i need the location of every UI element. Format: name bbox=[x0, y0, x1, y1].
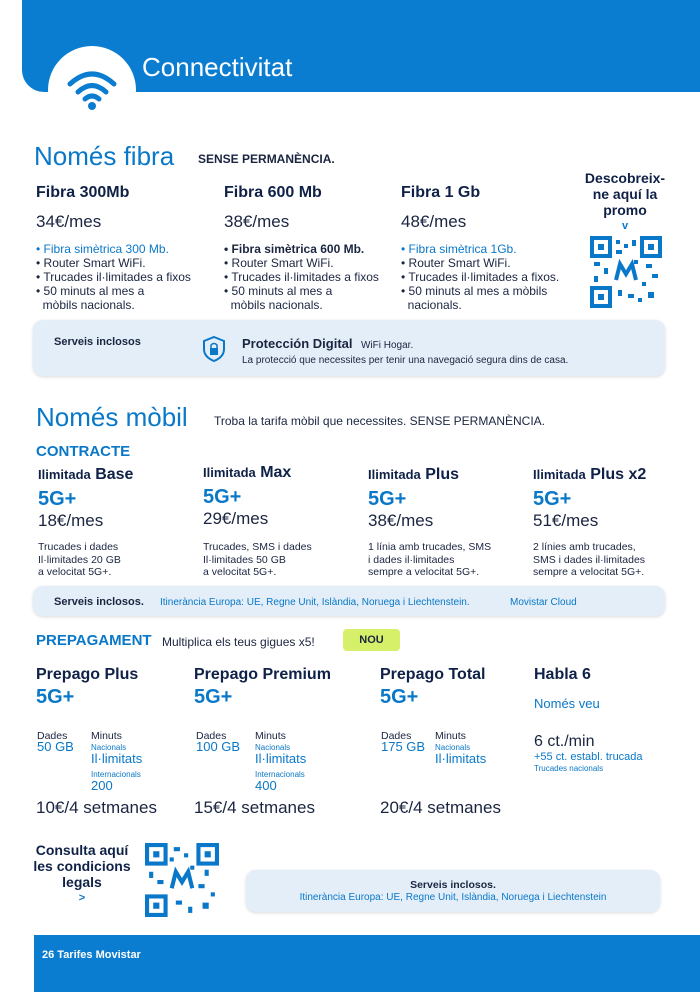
prepago-plan-premium bbox=[194, 666, 354, 709]
plan-prefix: Ilimitada bbox=[203, 465, 256, 480]
plan-desc: Il·limitades 20 GB bbox=[38, 553, 121, 566]
plan-price: 34€/mes bbox=[36, 212, 102, 231]
habla-plan bbox=[534, 666, 674, 773]
network-5g-label: 5G+ bbox=[380, 686, 419, 708]
promo-line: ne aquí la bbox=[592, 186, 658, 202]
cloud-text: Movistar Cloud bbox=[510, 597, 577, 608]
international-value: 400 bbox=[255, 778, 277, 793]
plan-name: Plus bbox=[425, 466, 459, 483]
conditions-line: legals bbox=[62, 874, 102, 890]
roaming-text: Itinerància Europa: UE, Regne Unit, Islàndia, Noruega i Liechtenstein. bbox=[160, 597, 470, 608]
conditions-text[interactable] bbox=[24, 842, 140, 906]
services-label: Serveis inclosos bbox=[54, 336, 141, 348]
plan-price: 38€/mes bbox=[368, 511, 434, 530]
feature: • Trucades il·limitades a fixos bbox=[36, 270, 191, 284]
mobil-plan-max bbox=[203, 464, 312, 579]
minutes-label: Minuts bbox=[435, 730, 466, 742]
services-label: Serveis inclosos. bbox=[54, 596, 144, 608]
plan-desc: Trucades i dades bbox=[38, 541, 119, 553]
feature: • Fibra simètrica 300 Mb. bbox=[36, 242, 169, 256]
feature: mòbils nacionals. bbox=[36, 298, 135, 312]
service-desc: La protecció que necessites per tenir una navegació segura dins de casa. bbox=[242, 355, 569, 366]
prepago-services-box bbox=[246, 870, 660, 912]
shield-lock-icon bbox=[201, 335, 227, 363]
international-label: Internacionals bbox=[91, 770, 141, 779]
feature: • Router Smart WiFi. bbox=[401, 256, 511, 270]
data-value: 100 GB bbox=[196, 739, 241, 754]
plan-price: 48€/mes bbox=[401, 212, 467, 231]
feature: • Trucades il·limitades a fixos. bbox=[401, 270, 560, 284]
plan-desc: sempre a velocitat 5G+. bbox=[368, 566, 480, 578]
promo-text[interactable] bbox=[572, 170, 678, 234]
network-5g-label: 5G+ bbox=[194, 686, 233, 708]
plan-name: Prepago Premium bbox=[194, 666, 331, 683]
plan-desc: a velocitat 5G+. bbox=[203, 566, 277, 578]
plan-prefix: Ilimitada bbox=[368, 467, 421, 482]
plan-name: Fibra 300Mb bbox=[36, 184, 130, 201]
promo-line: Descobreix- bbox=[584, 170, 666, 186]
conditions-line: les condicions bbox=[33, 858, 131, 874]
feature: • 50 minuts al mes a bbox=[224, 284, 333, 298]
plan-price: 38€/mes bbox=[224, 212, 290, 231]
chevron-right-icon: > bbox=[78, 892, 86, 904]
network-5g-label: 5G+ bbox=[38, 488, 77, 510]
mobil-plan-base bbox=[38, 466, 133, 579]
feature: • Trucades il·limitades a fixos bbox=[224, 270, 379, 284]
network-5g-label: 5G+ bbox=[533, 488, 572, 510]
wifi-badge bbox=[48, 46, 136, 134]
data-label: Dades bbox=[37, 730, 68, 742]
plan-desc: 2 línies amb trucades, bbox=[533, 541, 636, 553]
international-value: 200 bbox=[91, 778, 113, 793]
fibra-plan-1gb bbox=[401, 184, 559, 312]
feature: mòbils nacionals. bbox=[224, 298, 323, 312]
mobil-subtitle: Troba la tarifa mòbil que necessites. SENSE PERMANÈNCIA. bbox=[214, 414, 546, 428]
mobil-plan-plus-x2 bbox=[533, 466, 646, 579]
plan-price: 18€/mes bbox=[38, 511, 104, 530]
plan-price: 51€/mes bbox=[533, 511, 599, 530]
conditions-line: Consulta aquí bbox=[35, 842, 129, 858]
plan-desc: sempre a velocitat 5G+. bbox=[533, 566, 645, 578]
service-suffix: WiFi Hogar. bbox=[360, 340, 414, 351]
international-label: Internacionals bbox=[255, 770, 305, 779]
plan-name: Fibra 1 Gb bbox=[401, 184, 481, 201]
mobil-plan-plus bbox=[368, 466, 491, 579]
header-title: Connectivitat bbox=[142, 52, 293, 82]
national-label: Nacionals bbox=[435, 743, 471, 752]
plan-desc: SMS i dades il·limitades bbox=[533, 553, 646, 566]
service-name: Protección Digital bbox=[242, 336, 353, 351]
network-5g-label: 5G+ bbox=[203, 486, 242, 508]
plan-price: 20€/4 setmanes bbox=[380, 798, 501, 817]
plan-name: Habla 6 bbox=[534, 666, 591, 683]
promo-line: promo bbox=[603, 202, 647, 218]
plan-extra-note: Trucades nacionals bbox=[534, 764, 604, 773]
roaming-text: Itinerància Europa: UE, Regne Unit, Islàndia, Noruega i Liechtenstein bbox=[299, 892, 607, 903]
plan-desc: i dades il·limitades bbox=[368, 553, 455, 566]
plan-prefix: Ilimitada bbox=[533, 467, 586, 482]
national-value: Il·limitats bbox=[255, 751, 307, 766]
plan-desc: 1 línia amb trucades, SMS bbox=[368, 541, 492, 553]
data-value: 175 GB bbox=[381, 739, 426, 754]
national-label: Nacionals bbox=[91, 743, 127, 752]
footer-bar bbox=[34, 935, 700, 992]
plan-price: 10€/4 setmanes bbox=[36, 798, 157, 817]
chevron-down-icon: v bbox=[621, 220, 629, 232]
feature: • Fibra simètrica 600 Mb. bbox=[224, 242, 365, 256]
plan-sub: Només veu bbox=[534, 696, 600, 711]
feature: • 50 minuts al mes a mòbils bbox=[401, 284, 548, 298]
feature: • Router Smart WiFi. bbox=[36, 256, 146, 270]
prepago-plan-total bbox=[380, 666, 530, 709]
plan-desc: Trucades, SMS i dades bbox=[203, 541, 312, 553]
services-label: Serveis inclosos. bbox=[410, 879, 496, 891]
fibra-subtitle: SENSE PERMANÈNCIA. bbox=[198, 152, 335, 166]
feature: • 50 minuts al mes a bbox=[36, 284, 145, 298]
wifi-icon bbox=[48, 46, 136, 134]
fibra-title: Només fibra bbox=[34, 141, 175, 171]
prepago-label: PREPAGAMENT bbox=[36, 632, 152, 649]
minutes-label: Minuts bbox=[255, 730, 286, 742]
plan-name: Base bbox=[95, 466, 134, 483]
network-5g-label: 5G+ bbox=[368, 488, 407, 510]
plan-price: 29€/mes bbox=[203, 509, 269, 528]
plan-name: Plus x2 bbox=[590, 466, 647, 483]
prepago-plan-plus bbox=[36, 666, 186, 709]
plan-name: Fibra 600 Mb bbox=[224, 184, 322, 201]
data-label: Dades bbox=[381, 730, 412, 742]
feature: • Fibra simètrica 1Gb. bbox=[401, 242, 517, 256]
feature: nacionals. bbox=[401, 298, 462, 312]
new-badge: NOU bbox=[343, 629, 400, 651]
data-value: 50 GB bbox=[37, 739, 74, 754]
plan-desc: a velocitat 5G+. bbox=[38, 566, 112, 578]
feature: • Router Smart WiFi. bbox=[224, 256, 334, 270]
fibra-plan-600 bbox=[224, 184, 379, 312]
plan-name: Prepago Total bbox=[380, 666, 486, 683]
fibra-plan-300 bbox=[36, 184, 191, 312]
promo-qr-code-icon[interactable] bbox=[590, 236, 662, 308]
network-5g-label: 5G+ bbox=[36, 686, 75, 708]
contract-label: CONTRACTE bbox=[36, 443, 131, 460]
protection-digital-info bbox=[242, 335, 568, 368]
national-value: Il·limitats bbox=[91, 751, 143, 766]
plan-name: Max bbox=[260, 464, 292, 481]
prepago-tagline: Multiplica els teus gigues x5! bbox=[162, 635, 315, 649]
data-label: Dades bbox=[196, 730, 227, 742]
plan-name: Prepago Plus bbox=[36, 666, 139, 683]
plan-price: 6 ct./min bbox=[534, 733, 595, 750]
conditions-qr-code-icon[interactable] bbox=[145, 843, 219, 917]
plan-extra: +55 ct. establ. trucada bbox=[534, 751, 643, 763]
national-label: Nacionals bbox=[255, 743, 291, 752]
plan-prefix: Ilimitada bbox=[38, 467, 91, 482]
mobil-title: Només mòbil bbox=[36, 402, 188, 432]
national-value: Il·limitats bbox=[435, 751, 487, 766]
plan-price: 15€/4 setmanes bbox=[194, 798, 315, 817]
plan-desc: Il·limitades 50 GB bbox=[203, 553, 286, 566]
minutes-label: Minuts bbox=[91, 730, 122, 742]
footer-page-label: 26 Tarifes Movistar bbox=[42, 949, 141, 961]
